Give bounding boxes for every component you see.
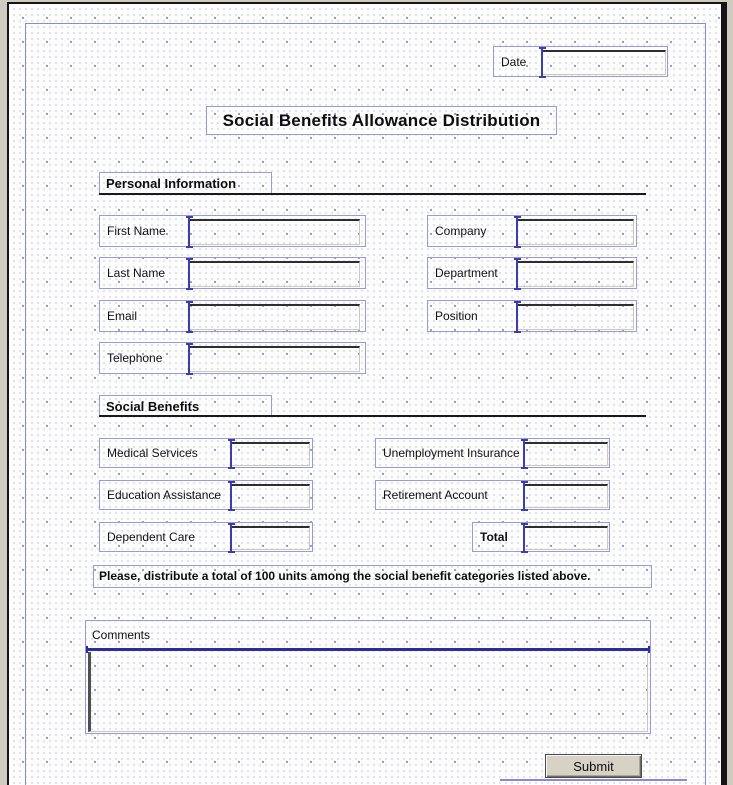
company-field <box>427 215 637 247</box>
retirement-account-input[interactable] <box>524 484 608 508</box>
field-drag-handle-icon[interactable] <box>227 481 236 511</box>
date-input[interactable] <box>542 50 666 75</box>
position-label: Position <box>435 309 478 323</box>
comments-textarea[interactable] <box>88 652 648 732</box>
dependent-care-label: Dependent Care <box>107 530 196 544</box>
retirement-account-field <box>375 480 610 510</box>
date-label: Date <box>501 54 527 69</box>
medical-services-label: Medical Services <box>107 446 198 460</box>
telephone-label: Telephone <box>107 351 163 365</box>
field-drag-handle-icon[interactable] <box>185 258 194 290</box>
company-label: Company <box>435 224 487 238</box>
email-label: Email <box>107 309 138 323</box>
field-drag-handle-icon[interactable] <box>185 216 194 248</box>
email-field <box>99 300 366 332</box>
last-name-label: Last Name <box>107 266 166 280</box>
field-drag-handle-icon[interactable] <box>520 523 529 553</box>
field-drag-handle-icon[interactable] <box>520 481 529 511</box>
total-field <box>472 522 610 552</box>
section-divider <box>99 193 646 195</box>
field-drag-handle-icon[interactable] <box>185 301 194 333</box>
department-label: Department <box>435 266 498 280</box>
last-name-input[interactable] <box>189 261 360 287</box>
medical-services-input[interactable] <box>231 442 310 466</box>
first-name-input[interactable] <box>189 219 360 245</box>
education-assistance-field <box>99 480 313 510</box>
field-drag-handle-icon[interactable] <box>227 439 236 469</box>
dependent-care-input[interactable] <box>231 526 310 550</box>
position-field <box>427 300 637 332</box>
submit-row-outline <box>500 779 687 781</box>
field-drag-handle-icon[interactable] <box>513 216 522 248</box>
unemployment-insurance-input[interactable] <box>524 442 608 466</box>
section-heading-benefits: Social Benefits <box>99 395 272 417</box>
last-name-field <box>99 257 366 289</box>
position-input[interactable] <box>517 304 634 330</box>
field-drag-handle-icon[interactable] <box>513 301 522 333</box>
retirement-account-label: Retirement Account <box>383 488 488 502</box>
education-assistance-input[interactable] <box>231 484 310 508</box>
form-title: Social Benefits Allowance Distribution <box>206 106 557 135</box>
unemployment-insurance-field <box>375 438 610 468</box>
unemployment-insurance-label: Unemployment Insurance <box>383 446 520 460</box>
field-drag-handle-icon[interactable] <box>513 258 522 290</box>
section-heading-personal: Personal Information <box>99 172 272 195</box>
form-design-canvas <box>7 2 727 785</box>
email-input[interactable] <box>189 304 360 330</box>
medical-services-field <box>99 438 313 468</box>
education-assistance-label: Education Assistance <box>107 488 222 502</box>
field-drag-handle-icon[interactable] <box>538 47 547 78</box>
field-drag-handle-icon[interactable] <box>185 343 194 375</box>
dependent-care-field <box>99 522 313 552</box>
first-name-field <box>99 215 366 247</box>
total-label: Total <box>480 530 508 544</box>
comments-field <box>85 620 651 734</box>
comments-label: Comments <box>92 628 151 642</box>
department-field <box>427 257 637 289</box>
field-drag-handle-icon[interactable] <box>520 439 529 469</box>
company-input[interactable] <box>517 219 634 245</box>
distribution-instruction: Please, distribute a total of 100 units among the social benefit categories listed above. <box>93 565 652 588</box>
total-input[interactable] <box>524 526 608 550</box>
first-name-label: First Name <box>107 224 166 238</box>
date-field <box>493 46 668 77</box>
submit-button[interactable]: Submit <box>545 754 642 778</box>
telephone-input[interactable] <box>189 346 360 372</box>
telephone-field <box>99 342 366 374</box>
section-divider <box>99 415 646 417</box>
department-input[interactable] <box>517 261 634 287</box>
field-drag-handle-icon[interactable] <box>227 523 236 553</box>
